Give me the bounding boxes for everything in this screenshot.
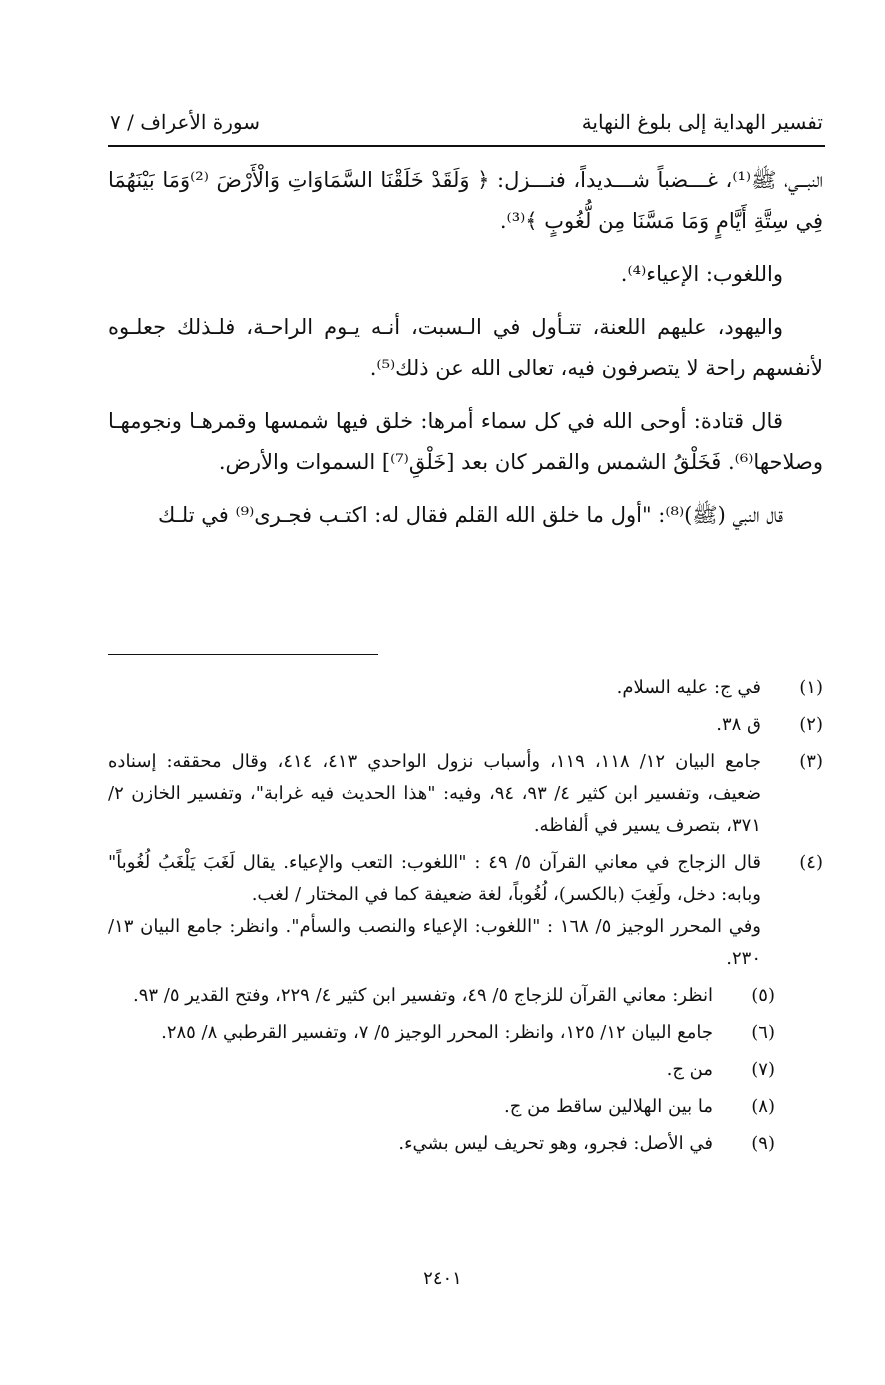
running-header xyxy=(110,104,823,140)
paragraph-2: واللغوب: الإعياء⁽⁴⁾. xyxy=(620,262,783,286)
paragraph-4: قال قتادة: أوحى الله في كل سماء أمرها: خلق فيها شمسها وقمرهـا ونجومهـا وصلاحها⁽⁶⁾. فَخَلْقُ الشمس والقمر كان بعد [خَلْقِ⁽⁷⁾] السموات والأرض. xyxy=(108,409,823,474)
footnote-text: جامع البيان ١٢/ ١١٨، ١١٩، وأسباب نزول الواحدي ٤١٣، ٤١٤، وقال محققه: إسناده ضعيف، وتفسير ابن كثير ٤/ ٩٣، ٩٤، وفيه: "هذا الحديث فيه غرابة"، وتفسير الخازن ٢/ ٣٧١، بتصرف يسير في ألفاظه. xyxy=(108,751,762,836)
footnote-text: في الأصل: فجرو، وهو تحريف ليس بشيء. xyxy=(398,1133,713,1154)
footnote-text: جامع البيان ١٢/ ١٢٥، وانظر: المحرر الوجيز ٥/ ٧، وتفسير القرطبي ٨/ ٢٨٥. xyxy=(161,1022,713,1043)
footnote-number: (١) xyxy=(799,677,823,698)
footnote-number: (٨) xyxy=(751,1096,775,1117)
footnote-number: (٦) xyxy=(751,1022,775,1043)
paragraph-3: واليهود، عليهم اللعنة، تتـأول في الـسبت، أنـه يـوم الراحـة، فلـذلك جعلـوه لأنفسهم راحة لا يتصرفون فيه، تعالى الله عن ذلك⁽⁵⁾. xyxy=(108,315,823,380)
paragraph-5: قال النبي (ﷺ)⁽⁸⁾: "أول ما خلق الله القلم فقال له: اكتـب فجـرى⁽⁹⁾ في تلـك xyxy=(157,503,783,527)
footnote-number: (٣) xyxy=(799,751,823,772)
footnote-number: (٩) xyxy=(751,1133,775,1154)
footnote-number: (٧) xyxy=(751,1059,775,1080)
footnote-5 xyxy=(108,980,823,1012)
footnote-7 xyxy=(108,1054,823,1086)
footnote-text: من ج. xyxy=(666,1059,713,1080)
footnotes xyxy=(108,672,823,1165)
paragraph-1: النبـــي، ﷺ⁽¹⁾، غـــضباً شـــديداً، فنـــزل: ﴿ وَلَقَدْ خَلَقْنَا السَّمَاوَاتِ وَالْأَرْضَ ⁽²⁾وَمَا بَيْنَهُمَا فِي سِتَّةِ أَيَّامٍ وَمَا مَسَّنَا مِن لُّغُوبٍ ﴾⁽³⁾. xyxy=(108,168,824,233)
footnote-rule xyxy=(108,654,378,655)
footnote-3 xyxy=(108,746,823,842)
footnote-number: (٥) xyxy=(751,985,775,1006)
footnote-2 xyxy=(108,709,823,741)
footnote-text: انظر: معاني القرآن للزجاج ٥/ ٤٩، وتفسير ابن كثير ٤/ ٢٢٩، وفتح القدير ٥/ ٩٣. xyxy=(132,985,713,1006)
footnote-6 xyxy=(108,1017,823,1049)
book-title: تفسير الهداية إلى بلوغ النهاية xyxy=(581,110,823,134)
footnote-text: ما بين الهلالين ساقط من ج. xyxy=(504,1096,713,1117)
page-number: ٢٤٠١ xyxy=(423,1268,462,1289)
footnote-text-continued: وفي المحرر الوجيز ٥/ ١٦٨ : "اللغوب: الإعياء والنصب والسأم". وانظر: جامع البيان ١٣/ ٢٣٠. xyxy=(108,916,761,969)
main-text xyxy=(108,160,823,536)
footnote-text: ق ٣٨. xyxy=(716,714,761,735)
footnote-9 xyxy=(108,1128,823,1160)
footnote-text: في ج: عليه السلام. xyxy=(616,677,761,698)
footnote-text: قال الزجاج في معاني القرآن ٥/ ٤٩ : "اللغوب: التعب والإعياء. يقال لَغَبَ يَلْغَبُ لُغُوباً" وبابه: دخل، ولَغِبَ (بالكسر)، لُغُوباً، لغة ضعيفة كما في المختار / لغب. xyxy=(108,852,761,905)
footnote-8 xyxy=(108,1091,823,1123)
footnote-number: (٤) xyxy=(799,852,823,873)
header-rule xyxy=(108,145,825,147)
footnote-4 xyxy=(108,847,823,975)
footnote-1 xyxy=(108,672,823,704)
footnote-number: (٢) xyxy=(799,714,823,735)
surah-reference: سورة الأعراف / ٧ xyxy=(110,110,261,134)
